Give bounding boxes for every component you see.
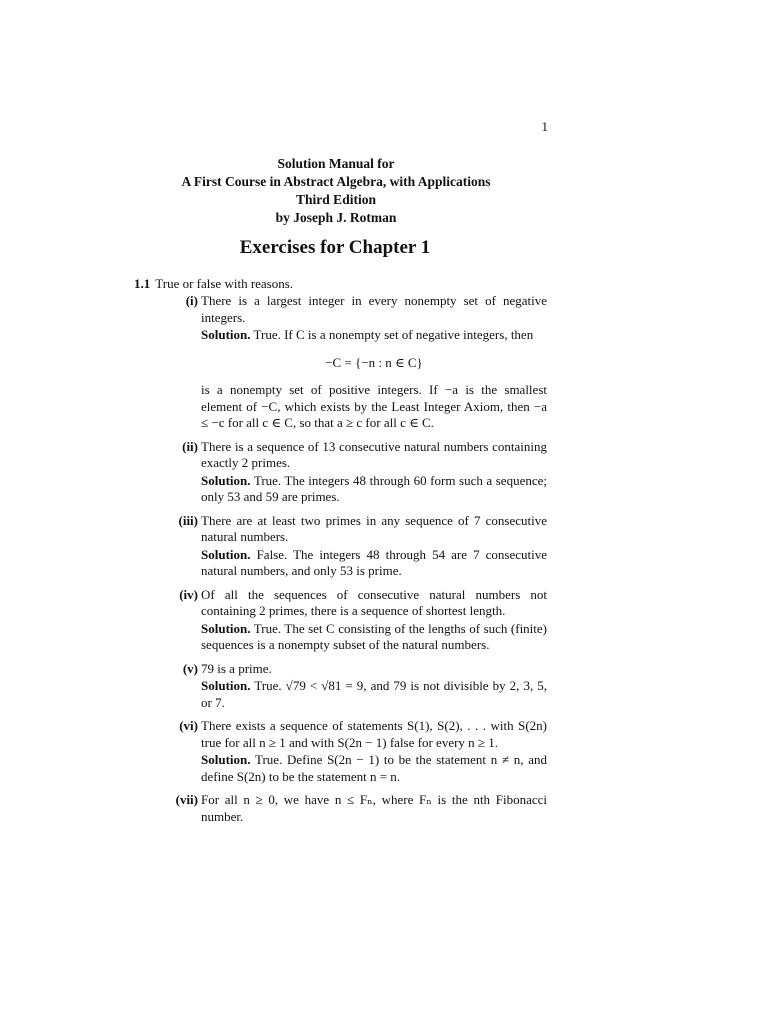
item-solution bbox=[201, 473, 547, 506]
item-statement: Of all the sequences of consecutive natural numbers not containing 2 primes, there is a sequence of shortest length. bbox=[201, 586, 547, 618]
list-item bbox=[170, 293, 547, 432]
item-solution-rest: is a nonempty set of positive integers. If −a is the smallest element of −C, which exists by the Least Integer Axiom, then −a ≤ −c for all c ∈ C, so that a ≥ c for all c ∈ C. bbox=[201, 382, 547, 430]
list-item bbox=[170, 661, 547, 712]
header-line-edition: Third Edition bbox=[296, 192, 376, 207]
solution-text: True. The set C consisting of the lengths of such (finite) sequences is a nonempty subset of the natural numbers. bbox=[201, 620, 547, 652]
list-item bbox=[170, 513, 547, 580]
item-label: (iv) bbox=[179, 586, 198, 602]
solution-text: True. √79 < √81 = 9, and 79 is not divisible by 2, 3, 5, or 7. bbox=[201, 678, 547, 710]
item-statement: There is a largest integer in every nonempty set of negative integers. bbox=[201, 293, 547, 325]
item-solution-intro bbox=[201, 327, 547, 344]
solution-label: Solution. bbox=[201, 327, 251, 342]
item-solution bbox=[201, 547, 547, 580]
header-line-book: A First Course in Abstract Algebra, with Applications bbox=[181, 174, 491, 189]
item-statement: There are at least two primes in any sequence of 7 consecutive natural numbers. bbox=[201, 512, 547, 544]
chapter-title: Exercises for Chapter 1 bbox=[239, 237, 431, 258]
item-solution bbox=[201, 678, 547, 711]
item-solution bbox=[201, 621, 547, 654]
item-solution bbox=[201, 752, 547, 785]
item-statement: 79 is a prime. bbox=[201, 660, 272, 676]
solution-label: Solution. bbox=[201, 752, 251, 767]
list-item bbox=[170, 718, 547, 785]
solution-text: True. The integers 48 through 60 form such a sequence; only 53 and 59 are primes. bbox=[201, 472, 547, 504]
solution-text: True. If C is a nonempty set of negative integers, then bbox=[253, 327, 534, 342]
display-equation: −C = {−n : n ∈ C} bbox=[325, 354, 423, 370]
item-statement: For all n ≥ 0, we have n ≤ Fₙ, where Fₙ is the nth Fibonacci number. bbox=[201, 792, 547, 824]
item-statement: There is a sequence of 13 consecutive natural numbers containing exactly 2 primes. bbox=[201, 438, 547, 470]
exercise-prompt: True or false with reasons. bbox=[155, 276, 294, 291]
solution-label: Solution. bbox=[201, 620, 251, 636]
item-label: (vii) bbox=[175, 792, 198, 807]
solution-label: Solution. bbox=[201, 472, 251, 488]
exercise-number: 1.1 bbox=[134, 276, 151, 291]
solution-label: Solution. bbox=[201, 678, 251, 693]
page-number: 1 bbox=[541, 119, 548, 134]
list-item bbox=[170, 587, 547, 654]
list-item bbox=[170, 792, 547, 825]
solution-text: True. Define S(2n − 1) to be the statement n ≠ n, and define S(2n) to be the statement n = n. bbox=[201, 752, 547, 784]
item-label: (ii) bbox=[182, 438, 198, 454]
list-item bbox=[170, 439, 547, 506]
document-header bbox=[100, 155, 572, 227]
item-label: (i) bbox=[185, 293, 198, 308]
solution-label: Solution. bbox=[201, 546, 251, 562]
header-line-title: Solution Manual for bbox=[277, 156, 395, 171]
item-label: (v) bbox=[182, 660, 198, 676]
header-line-author: by Joseph J. Rotman bbox=[275, 210, 397, 225]
solution-text: False. The integers 48 through 54 are 7 consecutive natural numbers, and only 53 is prime. bbox=[201, 546, 547, 578]
item-statement: There exists a sequence of statements S(1), S(2), . . . with S(2n) true for all n ≥ 1 and with S(2n − 1) false for every n ≥ 1. bbox=[201, 718, 547, 750]
item-label: (iii) bbox=[178, 512, 198, 528]
item-label: (vi) bbox=[179, 718, 198, 733]
exercise-items bbox=[170, 293, 547, 832]
exercise-heading bbox=[134, 276, 293, 292]
